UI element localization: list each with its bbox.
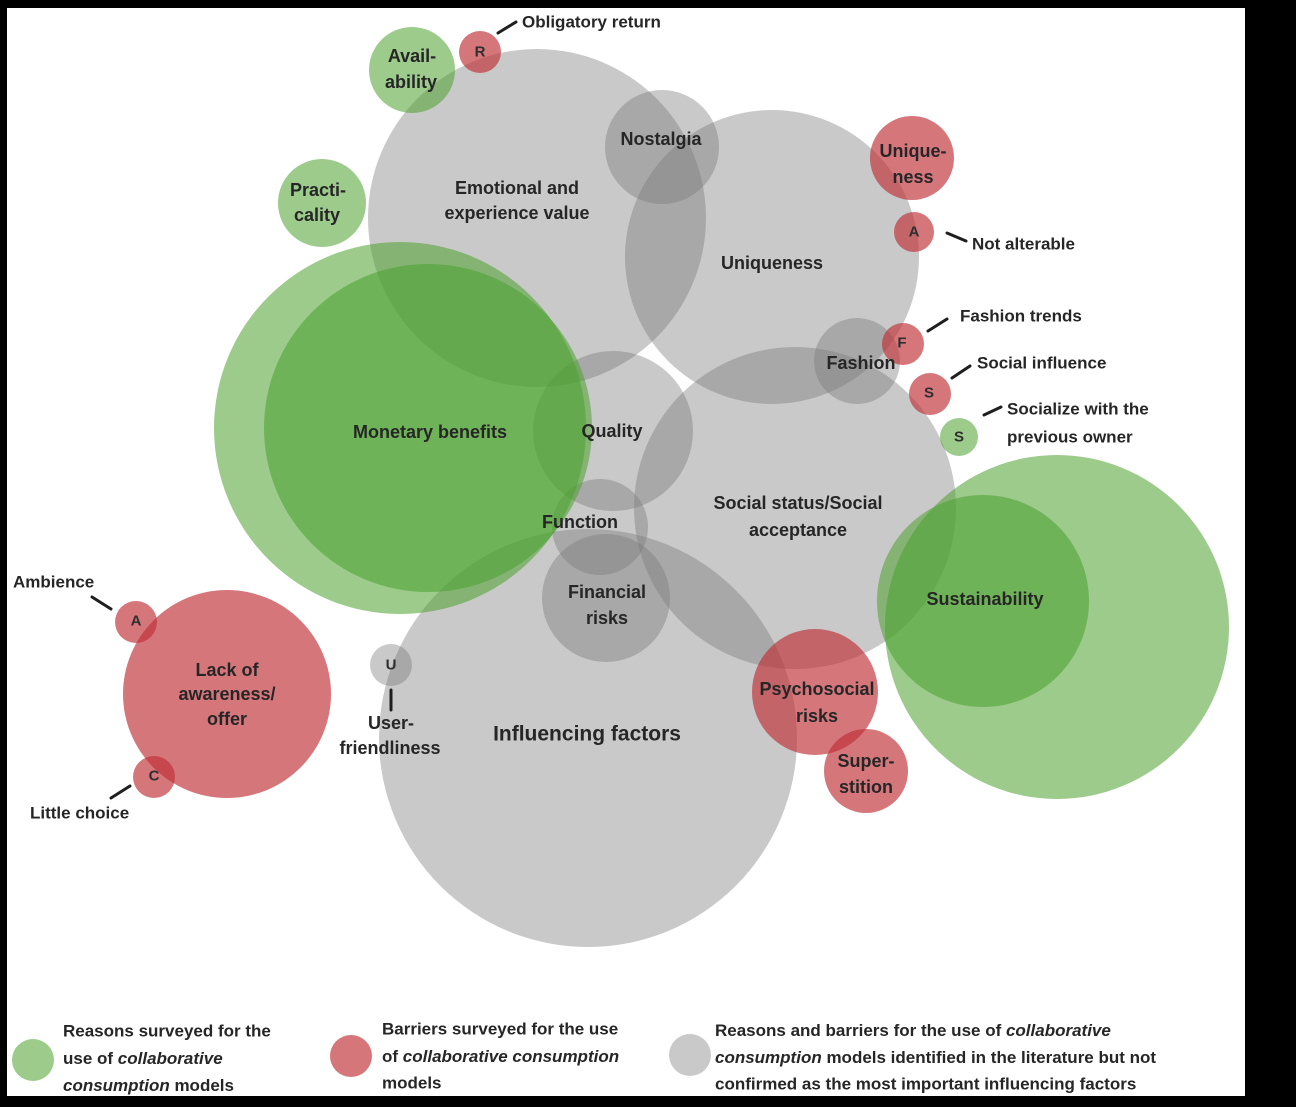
label-psychosocial-2: risks [795, 706, 839, 726]
label-monetary-benefits: Monetary benefits [352, 422, 508, 442]
legend-reasons-line3: consumption models [63, 1075, 234, 1095]
letter-little-choice-c: C [148, 767, 160, 785]
legend-swatch-gray [669, 1034, 711, 1076]
label-financial-2: risks [585, 608, 629, 628]
letter-user-u: U [385, 656, 397, 674]
label-emotional-2: experience value [444, 203, 590, 223]
label-availability-1: Avail- [387, 46, 437, 66]
legend-barriers-line1: Barriers surveyed for the use [382, 1019, 619, 1039]
label-uniqueness-gray: Uniqueness [720, 253, 824, 273]
callout-ambience: Ambience [13, 572, 95, 592]
label-psychosocial-1: Psychosocial [759, 679, 875, 699]
bubble-availability [369, 27, 455, 113]
label-availability-2: ability [384, 72, 438, 92]
label-practicality-2: cality [293, 205, 341, 225]
label-lack-2: awareness/ [178, 684, 276, 704]
letter-social-influence-s: S [923, 384, 935, 402]
legend-literature-line2: consumption models identified in the literature but not [715, 1047, 1157, 1067]
label-nostalgia: Nostalgia [620, 129, 702, 149]
label-lack-1: Lack of [195, 660, 259, 680]
label-emotional-1: Emotional and [454, 178, 580, 198]
label-influencing-factors: Influencing factors [493, 722, 681, 746]
bubble-superstition [824, 729, 908, 813]
legend-literature-line3: confirmed as the most important influencing factors [715, 1074, 1137, 1094]
letter-obligatory-r: R [474, 43, 486, 61]
bubble-practicality [278, 159, 366, 247]
callout-little-choice: Little choice [30, 803, 130, 823]
callout-socialize-1: Socialize with the [1007, 399, 1149, 419]
legend-swatch-green [12, 1039, 54, 1081]
legend-swatch-red [330, 1035, 372, 1077]
label-user-friendliness-2: friendliness [339, 738, 441, 758]
label-superstition-1: Super- [837, 751, 895, 771]
legend-literature-line1: Reasons and barriers for the use of collaborative [715, 1020, 1111, 1040]
label-sustainability: Sustainability [926, 589, 1044, 609]
label-financial-1: Financial [567, 582, 647, 602]
legend-barriers-line3: models [382, 1073, 442, 1093]
label-social-status-1: Social status/Social [713, 493, 883, 513]
letter-not-alterable-a: A [908, 223, 920, 241]
label-fashion: Fashion [826, 353, 896, 373]
letter-fashion-trends-f: F [897, 334, 907, 352]
letter-ambience-a: A [130, 612, 142, 630]
label-uniqueness-red-2: ness [892, 167, 934, 187]
label-lack-3: offer [207, 709, 247, 729]
legend-reasons-line2: use of collaborative [63, 1048, 223, 1068]
label-social-status-2: acceptance [748, 520, 848, 540]
callout-obligatory-return: Obligatory return [522, 12, 661, 32]
label-superstition-2: stition [839, 777, 893, 797]
callout-socialize-2: previous owner [1007, 427, 1133, 447]
label-quality: Quality [581, 421, 643, 441]
label-user-friendliness-1: User- [367, 713, 415, 733]
label-practicality-1: Practi- [289, 180, 347, 200]
callout-fashion-trends: Fashion trends [960, 306, 1082, 326]
callout-not-alterable: Not alterable [972, 234, 1075, 254]
legend-reasons-line1: Reasons surveyed for the [63, 1021, 271, 1041]
label-function: Function [542, 512, 618, 532]
label-uniqueness-red-1: Unique- [879, 141, 947, 161]
letter-socialize-s: S [953, 428, 965, 446]
callout-social-influence: Social influence [977, 353, 1107, 373]
legend-barriers-line2: of collaborative consumption [382, 1046, 620, 1066]
